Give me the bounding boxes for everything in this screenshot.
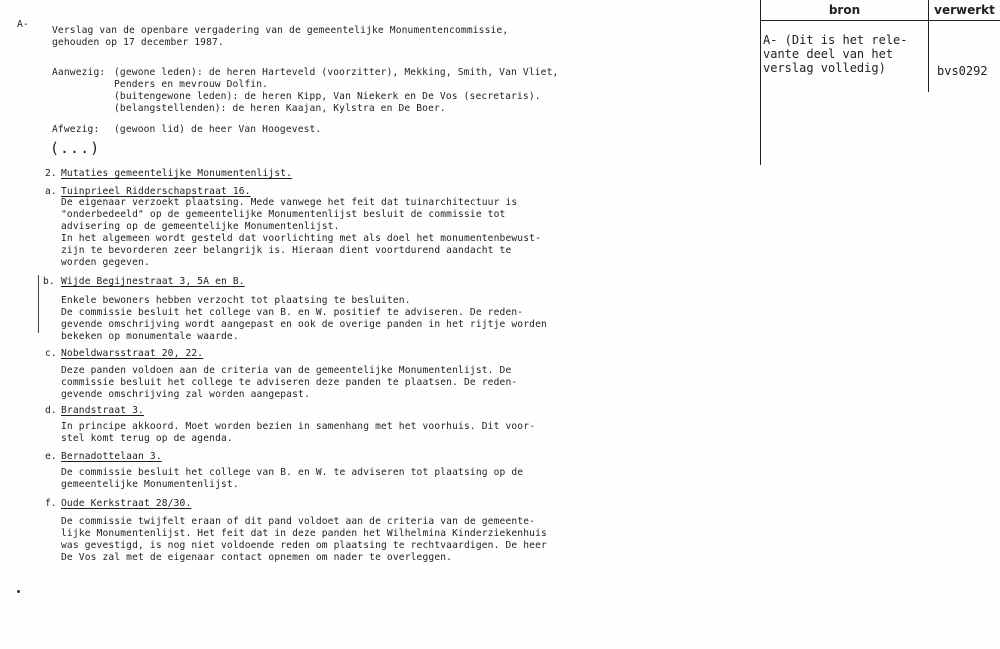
item-letter: a.	[45, 186, 57, 197]
item-letter: c.	[45, 348, 57, 359]
verwerkt-code: bvs0292	[937, 64, 988, 78]
item-title: Nobeldwarsstraat 20, 22.	[61, 348, 204, 359]
item-letter: f.	[45, 498, 57, 509]
table-border-left	[760, 0, 761, 165]
item-text-line: De Vos zal met de eigenaar contact opnemen om nader te overleggen.	[61, 552, 453, 563]
item-text-line: gevende omschrijving wordt aangepast en ook de overige panden in het rijtje worden	[61, 319, 547, 330]
item-text-line: zijn te bevorderen zeer belangrijk is. Hieraan dient voortdurend aandacht te	[61, 245, 512, 256]
item-text-line: commissie besluit het college te adviseren deze panden te plaatsen. De reden-	[61, 377, 518, 388]
item-text-line: bekeken op monumentale waarde.	[61, 331, 239, 342]
absent-label: Afwezig:	[52, 124, 100, 135]
report-title-line2: gehouden op 17 december 1987.	[52, 37, 224, 48]
item-text-line: "onderbedeeld" op de gemeentelijke Monumentenlijst besluit de commissie tot	[61, 209, 506, 220]
report-title-line1: Verslag van de openbare vergadering van de gemeentelijke Monumentencommissie,	[52, 25, 509, 36]
item-letter: e.	[45, 451, 57, 462]
item-text-line: stel komt terug op de agenda.	[61, 433, 233, 444]
section-title: Mutaties gemeentelijke Monumentenlijst.	[61, 168, 293, 179]
bron-note-line: vante deel van het	[763, 47, 894, 61]
present-line: (belangstellenden): de heren Kaajan, Kylstra en De Boer.	[114, 103, 446, 114]
corner-mark: A-	[17, 19, 29, 30]
item-text-line: De commissie besluit het college van B. en W. te adviseren tot plaatsing op de	[61, 467, 524, 478]
item-text-line: In het algemeen wordt gesteld dat voorlichting met als doel het monumentenbewust-	[61, 233, 541, 244]
item-title: Oude Kerkstraat 28/30.	[61, 498, 192, 509]
present-line: (buitengewone leden): de heren Kipp, Van Niekerk en De Vos (secretaris).	[114, 91, 541, 102]
item-letter: b.	[43, 276, 55, 287]
item-letter: d.	[45, 405, 57, 416]
item-text-line: In principe akkoord. Moet worden bezien in samenhang met het voorhuis. Dit voor-	[61, 421, 536, 432]
item-text-line: advisering op de gemeentelijke Monumentenlijst.	[61, 221, 340, 232]
margin-mark	[38, 275, 39, 333]
bron-note-line: verslag volledig)	[763, 61, 886, 75]
item-title: Bernadottelaan 3.	[61, 451, 162, 462]
item-title: Wijde Begijnestraat 3, 5A en B.	[61, 276, 245, 287]
absent-text: (gewoon lid) de heer Van Hoogevest.	[114, 124, 322, 135]
present-line: (gewone leden): de heren Harteveld (voorzitter), Mekking, Smith, Van Vliet,	[114, 67, 559, 78]
item-text-line: De commissie twijfelt eraan of dit pand voldoet aan de criteria van de gemeente-	[61, 516, 536, 527]
item-text-line: Deze panden voldoen aan de criteria van de gemeentelijke Monumentenlijst. De	[61, 365, 512, 376]
bron-note-line: A- (Dit is het rele-	[763, 33, 908, 47]
present-label: Aanwezig:	[52, 67, 106, 78]
section-number: 2.	[45, 168, 57, 179]
item-text-line: Enkele bewoners hebben verzocht tot plaatsing te besluiten.	[61, 295, 411, 306]
item-text-line: De commissie besluit het college van B. en W. positief te adviseren. De reden-	[61, 307, 524, 318]
item-title: Brandstraat 3.	[61, 405, 144, 416]
source-table	[760, 0, 1000, 165]
item-text-line: gevende omschrijving zal worden aangepast.	[61, 389, 310, 400]
stray-dot	[17, 590, 20, 593]
item-text-line: gemeentelijke Monumentenlijst.	[61, 479, 239, 490]
item-text-line: was gevestigd, is nog niet voldoende reden om plaatsing te rechtvaardigen. De heer	[61, 540, 547, 551]
ellipsis-mark: (...)	[50, 139, 101, 157]
item-text-line: worden gegeven.	[61, 257, 150, 268]
present-line: Penders en mevrouw Dolfin.	[114, 79, 269, 90]
column-header-verwerkt: verwerkt	[929, 0, 1000, 21]
column-header-bron: bron	[761, 0, 928, 21]
item-title: Tuinprieel Ridderschapstraat 16.	[61, 186, 251, 197]
item-text-line: De eigenaar verzoekt plaatsing. Mede vanwege het feit dat tuinarchitectuur is	[61, 197, 518, 208]
item-text-line: lijke Monumentenlijst. Het feit dat in deze panden het Wilhelmina Kinderziekenhuis	[61, 528, 547, 539]
